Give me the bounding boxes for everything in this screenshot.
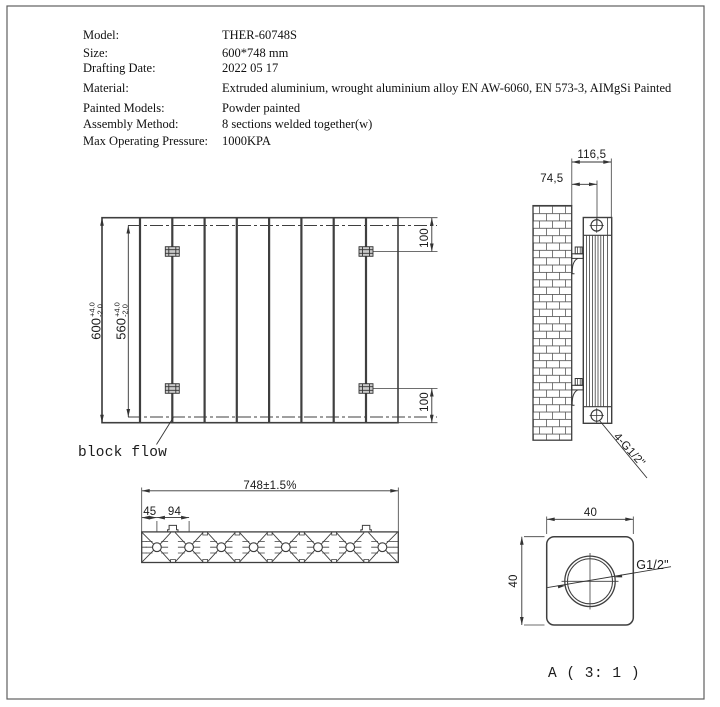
dim-tolerance [114, 302, 129, 317]
spec-label: Model: [83, 28, 120, 42]
spec-value: 1000KPA [222, 134, 271, 148]
brick-wall [533, 206, 572, 441]
dim-tolerance [88, 302, 103, 317]
spec-row [83, 117, 372, 132]
tol-minus: -2.0 [94, 303, 104, 317]
detail-caption: A ( 3: 1 ) [548, 666, 641, 682]
pipe-connection-symbols [590, 218, 604, 423]
spec-row [83, 101, 300, 116]
dim-height-600 [88, 302, 103, 340]
spec-value: Extruded aluminium, wrought aluminium alloy EN AW-6060, EN 573-3, AIMgSi Painted [222, 81, 672, 95]
tol-plus: +4.0 [112, 301, 122, 317]
dim-value: 600 [88, 317, 103, 340]
spec-value: Powder painted [222, 101, 301, 115]
spec-row [83, 28, 297, 43]
dim-value: 560 [113, 317, 129, 340]
spec-value: 2022 05 17 [222, 61, 279, 75]
side-view-linework [533, 159, 647, 479]
tol-minus: -2.0 [120, 303, 129, 317]
spec-row [83, 134, 271, 149]
dim-bracket-bottom-100: 100 [418, 392, 431, 413]
spec-label: Assembly Method: [83, 117, 179, 131]
spec-label: Painted Models: [83, 101, 165, 115]
spec-label: Material: [83, 81, 129, 95]
mounting-brackets [572, 247, 584, 405]
front-view-linework [102, 218, 438, 445]
dim-width-748: 748±1.5% [243, 480, 297, 492]
dim-pitch-94: 94 [167, 506, 182, 519]
spec-label: Drafting Date: [83, 61, 156, 75]
dim-edge-45: 45 [143, 506, 157, 519]
clip-tabs [168, 525, 372, 532]
spec-value: THER-60748S [222, 28, 297, 42]
dim-detail-height-40: 40 [508, 573, 520, 588]
spec-label: Max Operating Pressure: [83, 134, 208, 148]
label-connections-4-g1-2: 4-G1/2" [610, 430, 648, 470]
spec-value: 8 sections welded together(w) [222, 117, 373, 131]
tol-plus: +4.0 [87, 301, 96, 317]
spec-row [83, 46, 288, 61]
spec-label: Size: [83, 46, 108, 60]
dim-detail-width-40: 40 [583, 506, 598, 519]
dim-bracket-top-100: 100 [418, 228, 431, 249]
dim-inner-height-560 [114, 302, 129, 340]
spec-row [83, 61, 278, 76]
label-block-flow: block flow [78, 445, 168, 461]
dim-depth-116-5: 116,5 [577, 148, 607, 161]
spec-row [83, 81, 671, 96]
dim-pipe-offset-74-5: 74,5 [540, 172, 564, 185]
spec-value: 600*748 mm [222, 46, 289, 60]
bottom-view-linework [142, 488, 399, 563]
label-thread-g1-2: G1/2" [636, 558, 669, 572]
